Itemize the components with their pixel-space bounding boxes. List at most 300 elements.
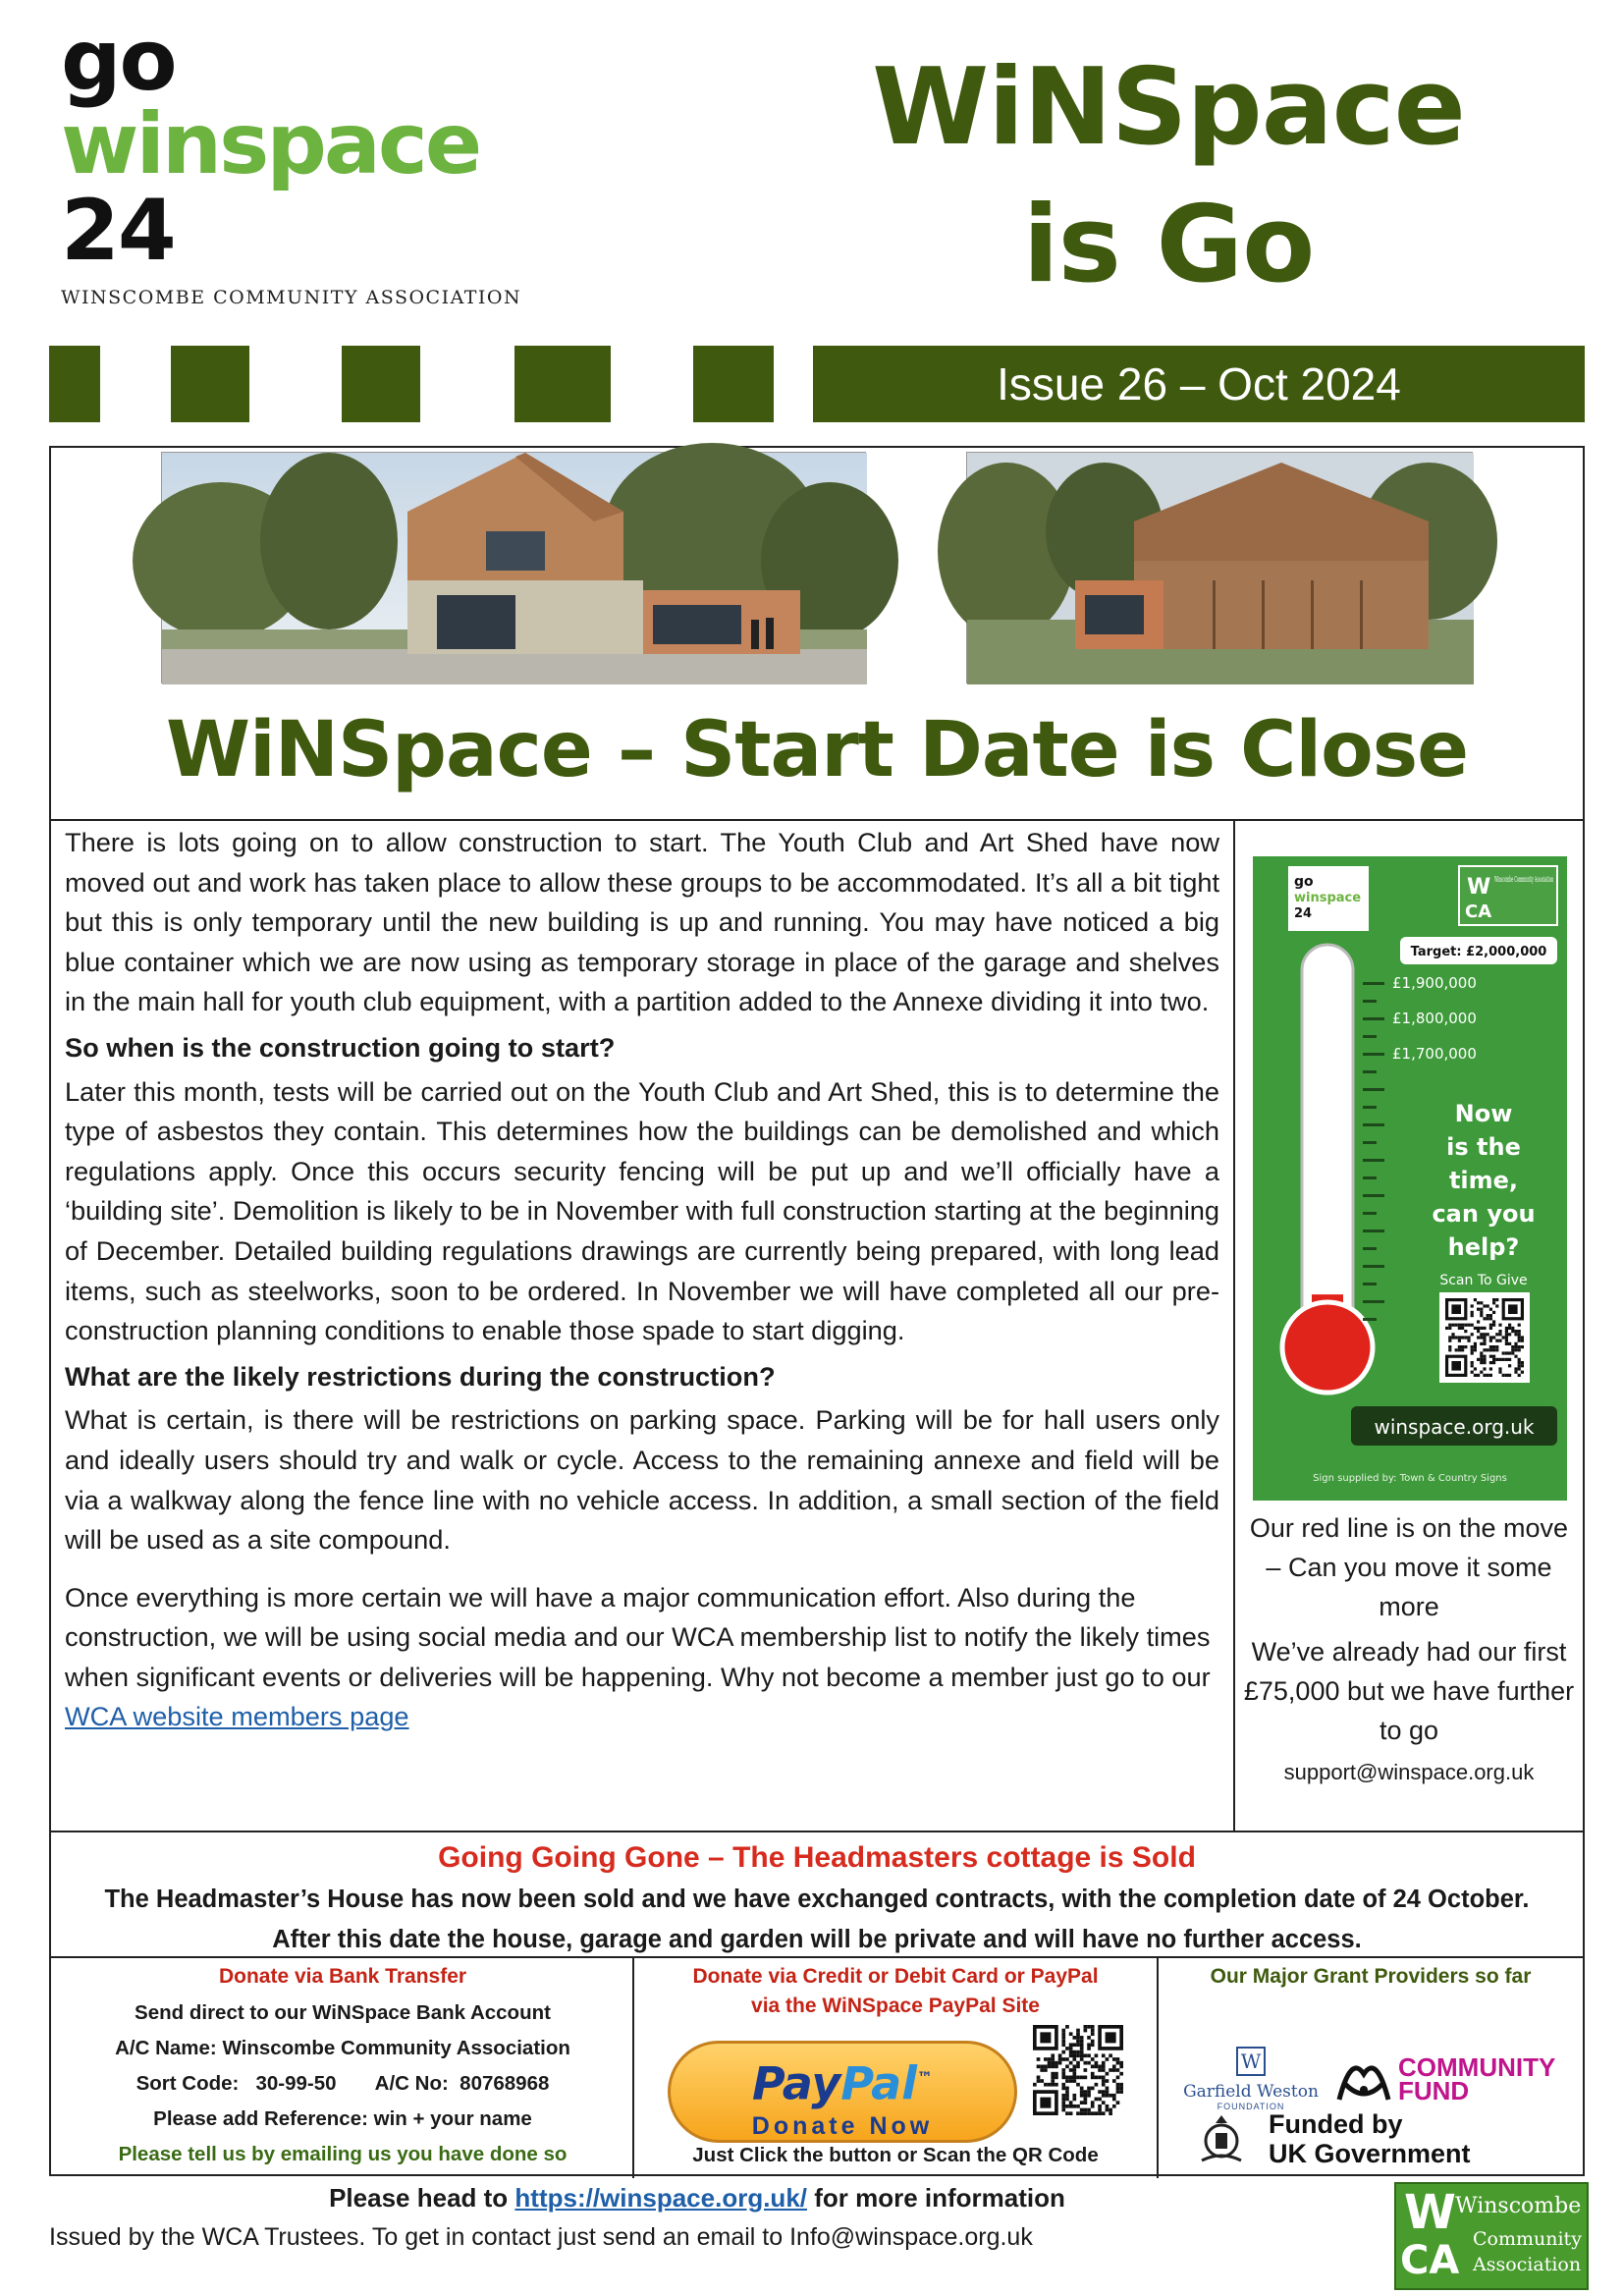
qr-module [1511,1348,1514,1351]
qr-module [1069,2053,1073,2057]
qr-module [1508,1374,1511,1377]
qr-module [1080,2108,1084,2112]
qr-finder [1106,2032,1116,2043]
qr-module [1471,1364,1474,1367]
qr-module [1116,2087,1120,2091]
qr-module [1483,1361,1486,1364]
qr-module [1514,1345,1517,1348]
qr-module [1498,1333,1501,1336]
qr-module [1058,2053,1062,2057]
qr-module [1471,1304,1474,1307]
qr-module [1058,2057,1062,2061]
qr-module [1069,2111,1073,2115]
qr-module [1112,2079,1116,2083]
qr-module [1471,1361,1474,1364]
qr-module [1102,2064,1106,2068]
qr-module [1474,1374,1477,1377]
qr-module [1474,1327,1477,1330]
qr-module [1065,2087,1069,2091]
qr-module [1492,1358,1495,1361]
qr-module [1069,2050,1073,2054]
qr-finder [1040,2032,1051,2043]
masthead-title [785,39,1551,314]
winspace-logo [61,12,532,336]
qr-module [1109,2108,1112,2112]
qr-module [1080,2057,1084,2061]
qr-module [1069,2101,1073,2105]
qr-module [1072,2050,1076,2054]
qr-module [1119,2064,1123,2068]
qr-module [1065,2098,1069,2102]
qr-module [1069,2076,1073,2080]
qr-module [1505,1330,1508,1333]
qr-module [1511,1327,1514,1330]
qr-module [1076,2061,1080,2065]
qr-module [1109,2068,1112,2072]
qr-module [1455,1348,1458,1351]
masthead-block-3 [342,346,420,422]
thermometer-tick [1363,1247,1377,1250]
qr-module [1518,1324,1521,1327]
qr-module [1505,1374,1508,1377]
thermometer-tick [1363,1230,1384,1232]
qr-module [1508,1364,1511,1367]
qr-module [1080,2043,1084,2047]
qr-module [1087,2108,1091,2112]
qr-module [1492,1348,1495,1351]
qr-module [1112,2098,1116,2102]
qr-module [1508,1358,1511,1361]
qr-module [1514,1342,1517,1345]
qr-module [1061,2101,1065,2105]
qr-module [1495,1304,1498,1307]
qr-module [1119,2090,1123,2094]
qr-module [1514,1367,1517,1370]
qr-module [1084,2108,1088,2112]
poster-logo-winspace: winspace [1294,891,1362,905]
qr-module [1076,2040,1080,2044]
article-body [65,823,1219,1743]
qr-module [1492,1361,1495,1364]
qr-module [1483,1304,1486,1307]
qr-module [1037,2079,1041,2083]
poster-level-2: £1,800,000 [1392,1010,1477,1027]
qr-module [1040,2068,1044,2072]
qr-module [1487,1317,1489,1320]
qr-module [1072,2036,1076,2040]
qr-module [1445,1327,1448,1330]
qr-module [1502,1351,1505,1354]
qr-module [1065,2025,1069,2029]
qr-module [1055,2083,1058,2087]
thermometer-tick [1363,1035,1377,1038]
qr-module [1055,2061,1058,2065]
qr-module [1109,2053,1112,2057]
qr-module [1119,2061,1123,2065]
qr-module [1069,2061,1073,2065]
qr-module [1076,2043,1080,2047]
wca-logo-line1: Winscombe [1455,2194,1582,2218]
qr-module [1480,1355,1483,1358]
poster-wca-ca: CA [1465,902,1492,922]
qr-module [1102,2079,1106,2083]
qr-module [1518,1333,1521,1336]
wca-members-link[interactable]: WCA website members page [65,1701,409,1732]
qr-module [1098,2105,1102,2108]
poster-target: Target: £2,000,000 [1410,945,1547,959]
qr-module [1072,2057,1076,2061]
qr-module [1098,2076,1102,2080]
qr-module [1051,2053,1055,2057]
article-paragraph: There is lots going on to allow construction to start. The Youth Club and Art Shed have now moved out and work has taken place to allow these groups to be accommodated. It’s all a bit tight but this is only temporary until the new building is up and running. You may have noticed a big blue container which we are now using as temporary storage in place of the garage and shelves in the main hall for youth club equipment, with a partition added to the Annexe dividing it into two. [65,827,1219,1017]
qr-module [1508,1351,1511,1354]
article-headline: WiNSpace – Start Date is Close [165,706,1469,794]
qr-module [1480,1358,1483,1361]
thermometer-tick [1363,1053,1384,1056]
qr-module [1087,2025,1091,2029]
qr-module [1116,2076,1120,2080]
qr-module [1461,1348,1464,1351]
qr-module [1080,2111,1084,2115]
qr-module [1048,2061,1052,2065]
qr-module [1084,2068,1088,2072]
qr-module [1061,2057,1065,2061]
qr-module [1477,1330,1480,1333]
qr-module [1065,2076,1069,2080]
qr-module [1065,2094,1069,2098]
qr-module [1489,1336,1492,1339]
support-email[interactable]: support@winspace.org.uk [1283,1760,1535,1784]
wca-logo-line2: Community [1473,2228,1582,2250]
qr-module [1505,1358,1508,1361]
qr-module [1474,1348,1477,1351]
wca-logo [1394,2182,1589,2290]
qr-module [1061,2068,1065,2072]
qr-module [1040,2079,1044,2083]
qr-module [1505,1339,1508,1342]
qr-finder [1508,1304,1518,1314]
qr-module [1474,1342,1477,1345]
qr-module [1508,1324,1511,1327]
fundraising-note-1: Our red line is on the move – Can you move it some more [1249,1513,1569,1621]
issue-bar: Issue 26 – Oct 2024 [813,346,1585,422]
qr-module [1080,2047,1084,2050]
qr-module [1480,1371,1483,1374]
card-caption: Just Click the button or Scan the QR Code [692,2144,1099,2166]
logo-number: 24 [61,182,175,280]
qr-module [1492,1301,1495,1304]
qr-module [1458,1345,1461,1348]
qr-module [1072,2076,1076,2080]
qr-module [1495,1348,1498,1351]
qr-module [1080,2076,1084,2080]
grant-providers-section [1161,1962,1581,1992]
qr-module [1508,1333,1511,1336]
qr-module [1087,2087,1091,2091]
qr-module [1116,2057,1120,2061]
qr-module [1065,2111,1069,2115]
building-render-front [161,452,866,683]
qr-module [1061,2083,1065,2087]
wca-logo-ca: CA [1400,2238,1460,2283]
qr-module [1112,2105,1116,2108]
poster-message-4: can you [1432,1200,1536,1228]
qr-module [1467,1336,1470,1339]
footer-pre: Please head to [329,2183,515,2213]
qr-module [1061,2032,1065,2036]
qr-module [1498,1324,1501,1327]
qr-module [1448,1336,1451,1339]
qr-module [1109,2094,1112,2098]
qr-module [1084,2098,1088,2102]
qr-module [1065,2090,1069,2094]
qr-module [1069,2032,1073,2036]
paypal-donate-button[interactable] [668,2041,1017,2143]
qr-module [1458,1336,1461,1339]
qr-module [1095,2061,1099,2065]
thermometer-tick [1363,1176,1377,1179]
qr-module [1069,2079,1073,2083]
qr-module [1480,1311,1483,1314]
qr-module [1102,2053,1106,2057]
qr-module [1487,1374,1489,1377]
qr-module [1106,2090,1109,2094]
qr-module [1084,2101,1088,2105]
qr-module [1087,2053,1091,2057]
qr-module [1467,1339,1470,1342]
qr-module [1084,2090,1088,2094]
qr-module [1091,2025,1095,2029]
qr-module [1483,1358,1486,1361]
qr-module [1521,1364,1524,1367]
qr-module [1448,1324,1451,1327]
qr-module [1080,2050,1084,2054]
qr-module [1502,1336,1505,1339]
qr-module [1477,1374,1480,1377]
qr-module [1069,2105,1073,2108]
card-title-2: via the WiNSpace PayPal Site [751,1995,1040,2017]
qr-module [1106,2072,1109,2076]
qr-module [1076,2032,1080,2036]
qr-module [1102,2094,1106,2098]
qr-module [1091,2040,1095,2044]
qr-module [1061,2076,1065,2080]
qr-module [1489,1348,1492,1351]
qr-module [1069,2047,1073,2050]
qr-module [1076,2076,1080,2080]
qr-module [1480,1336,1483,1339]
qr-module [1080,2040,1084,2044]
qr-module [1477,1358,1480,1361]
sold-title: Going Going Gone – The Headmasters cottage is Sold [438,1841,1196,1874]
qr-module [1514,1355,1517,1358]
qr-module [1521,1361,1524,1364]
thermometer-tick [1363,1212,1377,1215]
qr-module [1487,1333,1489,1336]
qr-module [1106,2105,1109,2108]
qr-module [1477,1336,1480,1339]
qr-module [1508,1327,1511,1330]
qr-module [1055,2076,1058,2080]
qr-module [1464,1324,1467,1327]
qr-module [1505,1351,1508,1354]
qr-module [1487,1314,1489,1317]
qr-module [1487,1304,1489,1307]
wca-logo-line3: Association [1473,2254,1582,2275]
qr-module [1091,2105,1095,2108]
weston-sub: FOUNDATION [1217,2102,1285,2111]
poster-message-5: help? [1447,1233,1520,1261]
qr-module [1076,2111,1080,2115]
qr-module [1464,1336,1467,1339]
qr-module [1521,1345,1524,1348]
poster-message-3: time, [1448,1167,1519,1194]
qr-module [1091,2111,1095,2115]
qr-module [1480,1333,1483,1336]
qr-module [1051,2064,1055,2068]
qr-module [1495,1298,1498,1301]
qr-module [1492,1336,1495,1339]
qr-module [1514,1333,1517,1336]
qr-module [1116,2061,1120,2065]
qr-module [1495,1333,1498,1336]
qr-module [1061,2108,1065,2112]
uk-government-label: UK Government [1269,2139,1471,2168]
qr-module [1072,2064,1076,2068]
qr-module [1072,2105,1076,2108]
qr-module [1098,2064,1102,2068]
qr-module [1095,2053,1099,2057]
qr-module [1505,1327,1508,1330]
qr-module [1483,1339,1486,1342]
qr-module [1498,1371,1501,1374]
qr-module [1065,2047,1069,2050]
qr-module [1505,1342,1508,1345]
qr-module [1498,1339,1501,1342]
paypal-pay: Pay [752,2056,841,2110]
thermometer-tick [1363,1265,1384,1268]
qr-module [1458,1324,1461,1327]
qr-module [1511,1345,1514,1348]
thermometer-tick [1363,1017,1384,1020]
qr-module [1471,1311,1474,1314]
qr-module [1505,1336,1508,1339]
thermometer-tick [1363,1194,1384,1197]
qr-module [1518,1358,1521,1361]
qr-module [1051,2061,1055,2065]
qr-module [1471,1324,1474,1327]
qr-module [1477,1308,1480,1311]
footer-issued-line: Issued by the WCA Trustees. To get in contact just send an email to Info@winspace.org.uk [49,2223,1033,2251]
poster-supplier: Sign supplied by: Town & Country Signs [1313,1473,1507,1484]
poster-wca-w: W [1467,875,1491,900]
lottery-fingers-icon [1331,2045,1396,2109]
qr-module [1076,2050,1080,2054]
qr-module [1116,2083,1120,2087]
qr-module [1451,1336,1454,1339]
poster-message-2: is the [1446,1133,1521,1161]
qr-module [1477,1327,1480,1330]
qr-module [1458,1327,1461,1330]
qr-module [1521,1336,1524,1339]
qr-module [1474,1298,1477,1301]
bank-title: Donate via Bank Transfer [218,1965,467,1988]
qr-module [1084,2025,1088,2029]
winspace-website-link[interactable]: https://winspace.org.uk/ [514,2183,807,2213]
qr-module [1098,2090,1102,2094]
qr-module [1091,2064,1095,2068]
divider-under-headline [49,819,1585,821]
qr-module [1044,2064,1048,2068]
paypal-qr-code[interactable] [1029,2021,1127,2119]
qr-module [1514,1330,1517,1333]
qr-module [1044,2083,1048,2087]
qr-module [1492,1324,1495,1327]
poster-url: winspace.org.uk [1374,1415,1535,1439]
qr-module [1480,1308,1483,1311]
qr-module [1091,2087,1095,2091]
qr-module [1065,2064,1069,2068]
divider-card-grants [1157,1956,1159,2178]
qr-module [1091,2032,1095,2036]
article-paragraph-text: Once everything is more certain we will have a major communication effort. Also during the construction, we will be using social media and our WCA membership list to notify the likely times when significant events or deliveries will be happening. Why not become a member just go to our [65,1581,1211,1692]
qr-module [1091,2043,1095,2047]
weston-initial: W [1236,2047,1266,2076]
thermometer-tick [1363,1300,1384,1303]
qr-module [1069,2043,1073,2047]
qr-module [1448,1348,1451,1351]
qr-module [1051,2076,1055,2080]
qr-module [1461,1324,1464,1327]
logo-association: WINSCOMBE COMMUNITY ASSOCIATION [61,287,522,308]
qr-module [1489,1361,1492,1364]
qr-module [1087,2036,1091,2040]
weston-name: Garfield Weston [1183,2082,1319,2102]
qr-module [1106,2079,1109,2083]
qr-module [1489,1339,1492,1342]
qr-module [1102,2083,1106,2087]
qr-module [1095,2083,1099,2087]
qr-module [1072,2094,1076,2098]
qr-module [1451,1333,1454,1336]
qr-module [1095,2064,1099,2068]
poster-message-1: Now [1454,1100,1513,1127]
thermometer-tick [1363,982,1384,985]
qr-module [1076,2036,1080,2040]
wca-logo-w: W [1404,2185,1456,2240]
logo-go: go [61,12,176,110]
bank-account-name: A/C Name: Winscombe Community Association [115,2037,570,2059]
qr-module [1051,2079,1055,2083]
qr-module [1106,2057,1109,2061]
qr-module [1091,2101,1095,2105]
qr-module [1498,1358,1501,1361]
qr-module [1076,2053,1080,2057]
qr-module [1112,2094,1116,2098]
qr-module [1095,2111,1099,2115]
qr-module [1489,1327,1492,1330]
qr-module [1514,1348,1517,1351]
qr-module [1102,2101,1106,2105]
qr-module [1072,2068,1076,2072]
qr-module [1037,2076,1041,2080]
qr-module [1098,2108,1102,2112]
qr-module [1480,1361,1483,1364]
qr-module [1483,1374,1486,1377]
qr-module [1492,1355,1495,1358]
paypal-pal: Pal [840,2056,917,2110]
qr-module [1106,2094,1109,2098]
